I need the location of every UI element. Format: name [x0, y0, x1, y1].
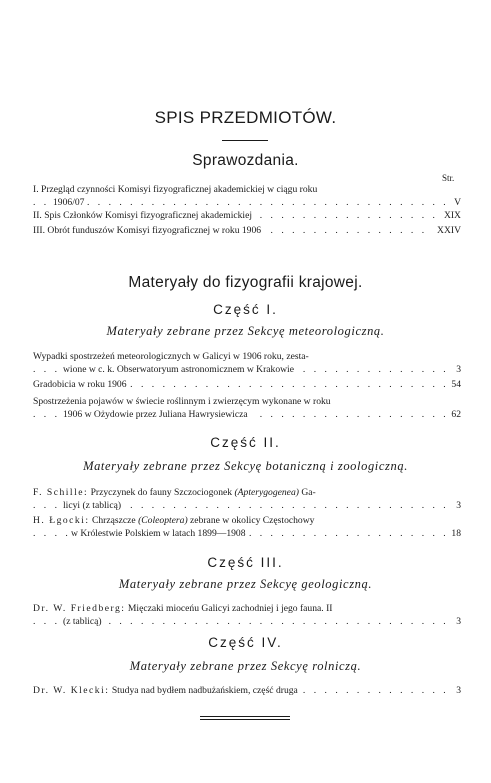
toc-entry-part4-1[interactable]: [33, 684, 461, 697]
toc-entry-part2-1[interactable]: [33, 486, 461, 512]
toc-entry-part2-2[interactable]: [33, 514, 461, 540]
entry-author: Dr. W. Klecki:: [33, 685, 110, 696]
entry-title-cont: wione w c. k. Obserwatoryum astronomicznem w Krakowie: [63, 364, 297, 375]
entry-title: Gradobicia w roku 1906: [33, 379, 130, 390]
entry-page: 3: [452, 499, 461, 512]
part-subtitle-4: Materyały zebrane przez Sekcyę rolniczą.: [129, 659, 362, 673]
entry-page: 3: [452, 363, 461, 376]
entry-title-latin: (Apterygogenea): [234, 487, 299, 498]
part-subtitle-1: Materyały zebrane przez Sekcyę meteorologiczną.: [106, 324, 385, 338]
page-title: SPIS PRZEDMIOTÓW.: [154, 108, 337, 127]
entry-title: Spis Członków Komisyi fizyograficznej akademickiej: [44, 210, 253, 221]
entry-title-cont: 1906/07: [53, 197, 87, 208]
page-column-label: Str.: [442, 173, 455, 183]
entry-title-cont: (z tablicą): [63, 616, 105, 627]
toc-entry-sprawozdania-1[interactable]: [33, 183, 461, 209]
entry-page: XIX: [440, 209, 461, 222]
entry-title-tail: zebrane w okolicy Częstochowy: [190, 515, 315, 526]
part-heading-4: Część IV.: [208, 635, 283, 650]
entry-title: Przegląd czynności Komisyi fizyograficznej akademickiej w ciągu roku: [41, 184, 318, 195]
toc-entry-part1-2[interactable]: [33, 378, 461, 391]
entry-page: 3: [452, 684, 461, 697]
closing-rule-bottom: [200, 719, 290, 720]
entry-page: 18: [447, 527, 461, 540]
entry-title: Chrząszcze: [91, 515, 136, 526]
part-heading-3: Część III.: [207, 555, 284, 570]
entry-page: V: [450, 196, 461, 209]
entry-title-cont: licyi (z tablicą): [63, 500, 124, 511]
entry-title: Wypadki spostrzeżeń meteorologicznych w Galicyi w 1906 roku, zesta-: [33, 351, 312, 362]
entry-page: 54: [447, 378, 461, 391]
entry-number: I.: [33, 184, 39, 195]
entry-title-latin: (Coleoptera): [138, 515, 188, 526]
closing-rule-top: [200, 716, 290, 717]
entry-title: Przyczynek do fauny Szczociogonek: [90, 487, 233, 498]
entry-title: Studya nad bydłem nadbużańskiem, część druga: [111, 685, 298, 696]
entry-author: F. Schille:: [33, 487, 89, 498]
part-subtitle-3: Materyały zebrane przez Sekcyę geologiczną.: [118, 577, 373, 591]
entry-page: 3: [452, 615, 461, 628]
entry-title: Obrót funduszów Komisyi fizyograficznej w roku 1906: [47, 225, 262, 236]
toc-entry-part1-3[interactable]: [33, 395, 461, 421]
title-divider: [222, 140, 268, 141]
part-heading-2: Część II.: [210, 435, 281, 450]
entry-title: Spostrzeżenia pojawów w świecie roślinnym i zwierzęcym wykonane w roku: [33, 396, 334, 407]
entry-author: Dr. W. Friedberg:: [33, 603, 126, 614]
part-heading-1: Część I.: [213, 302, 278, 317]
toc-entry-sprawozdania-3[interactable]: [33, 224, 461, 237]
section-heading-materyaly: Materyały do fizyografii krajowej.: [128, 274, 363, 291]
entry-author: H. Łgocki:: [33, 515, 90, 526]
entry-title-cont: 1906 w Ożydowie przez Juliana Hawrysiewicza: [63, 409, 251, 420]
toc-entry-sprawozdania-2[interactable]: [33, 209, 461, 222]
toc-entry-part3-1[interactable]: [33, 602, 461, 628]
entry-title-cont: w Królestwie Polskiem w latach 1899—1908: [71, 528, 249, 539]
section-heading-sprawozdania: Sprawozdania.: [192, 152, 299, 169]
entry-title-tail: Ga-: [301, 487, 316, 498]
entry-number: II.: [33, 210, 42, 221]
entry-page: XXIV: [433, 224, 461, 237]
entry-page: 62: [447, 408, 461, 421]
entry-title: Mięczaki mioceńu Galicyi zachodniej i jego fauna. II: [127, 603, 333, 614]
entry-number: III.: [33, 225, 45, 236]
part-subtitle-2: Materyały zebrane przez Sekcyę botaniczną i zoologiczną.: [83, 459, 408, 473]
toc-entry-part1-1[interactable]: [33, 350, 461, 376]
